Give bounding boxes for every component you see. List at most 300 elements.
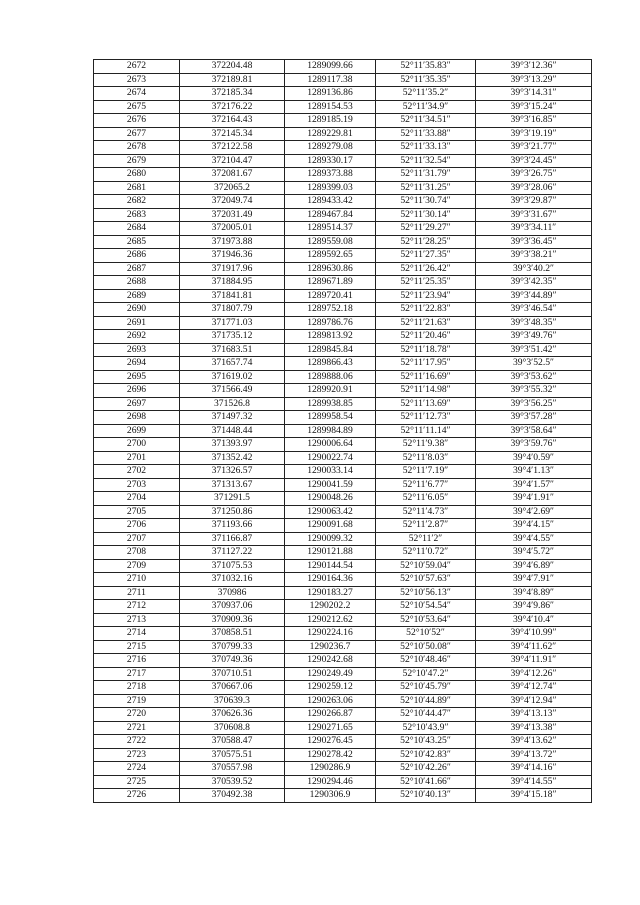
longitude-cell: 39°4′13.62″: [476, 735, 592, 749]
latitude-cell: 52°11′11.14″: [376, 424, 476, 438]
table-row: [94, 694, 592, 708]
y-coordinate-cell: 1289099.66: [285, 60, 376, 74]
x-coordinate-cell: 371917.96: [180, 262, 285, 276]
point-number-cell: 2683: [94, 208, 180, 222]
latitude-cell: 52°10′56.13″: [376, 586, 476, 600]
x-coordinate-cell: 371326.57: [180, 465, 285, 479]
table-row: [94, 667, 592, 681]
table-row: [94, 181, 592, 195]
table-row: [94, 154, 592, 168]
point-number-cell: 2688: [94, 276, 180, 290]
latitude-cell: 52°11′26.42″: [376, 262, 476, 276]
x-coordinate-cell: 371166.87: [180, 532, 285, 546]
x-coordinate-cell: 372145.34: [180, 127, 285, 141]
table-row: [94, 586, 592, 600]
table-row: [94, 262, 592, 276]
latitude-cell: 52°10′42.83″: [376, 748, 476, 762]
y-coordinate-cell: 1290294.46: [285, 775, 376, 789]
point-number-cell: 2686: [94, 249, 180, 263]
longitude-cell: 39°3′46.54″: [476, 303, 592, 317]
longitude-cell: 39°3′16.85″: [476, 114, 592, 128]
y-coordinate-cell: 1289630.86: [285, 262, 376, 276]
latitude-cell: 52°10′47.2″: [376, 667, 476, 681]
y-coordinate-cell: 1290271.65: [285, 721, 376, 735]
latitude-cell: 52°11′2.87″: [376, 519, 476, 533]
y-coordinate-cell: 1290183.27: [285, 586, 376, 600]
latitude-cell: 52°11′30.74″: [376, 195, 476, 209]
coordinate-table: [93, 59, 592, 803]
latitude-cell: 52°11′31.79″: [376, 168, 476, 182]
longitude-cell: 39°3′19.19″: [476, 127, 592, 141]
x-coordinate-cell: 370557.98: [180, 762, 285, 776]
y-coordinate-cell: 1289958.54: [285, 411, 376, 425]
point-number-cell: 2681: [94, 181, 180, 195]
latitude-cell: 52°11′9.38″: [376, 438, 476, 452]
x-coordinate-cell: 371566.49: [180, 384, 285, 398]
x-coordinate-cell: 371526.8: [180, 397, 285, 411]
y-coordinate-cell: 1290033.14: [285, 465, 376, 479]
latitude-cell: 52°10′48.46″: [376, 654, 476, 668]
x-coordinate-cell: 370588.47: [180, 735, 285, 749]
latitude-cell: 52°11′31.25″: [376, 181, 476, 195]
x-coordinate-cell: 370937.06: [180, 600, 285, 614]
x-coordinate-cell: 371448.44: [180, 424, 285, 438]
point-number-cell: 2726: [94, 789, 180, 803]
x-coordinate-cell: 371352.42: [180, 451, 285, 465]
x-coordinate-cell: 372031.49: [180, 208, 285, 222]
longitude-cell: 39°4′12.74″: [476, 681, 592, 695]
latitude-cell: 52°11′8.03″: [376, 451, 476, 465]
table-row: [94, 100, 592, 114]
longitude-cell: 39°3′12.36″: [476, 60, 592, 74]
latitude-cell: 52°11′35.2″: [376, 87, 476, 101]
longitude-cell: 39°3′34.11″: [476, 222, 592, 236]
table-row: [94, 208, 592, 222]
x-coordinate-cell: 371032.16: [180, 573, 285, 587]
latitude-cell: 52°11′16.69″: [376, 370, 476, 384]
latitude-cell: 52°10′53.64″: [376, 613, 476, 627]
latitude-cell: 52°11′33.13″: [376, 141, 476, 155]
table-row: [94, 762, 592, 776]
table-body: [94, 60, 592, 803]
y-coordinate-cell: 1289845.84: [285, 343, 376, 357]
y-coordinate-cell: 1290048.26: [285, 492, 376, 506]
point-number-cell: 2723: [94, 748, 180, 762]
latitude-cell: 52°10′41.66″: [376, 775, 476, 789]
point-number-cell: 2701: [94, 451, 180, 465]
y-coordinate-cell: 1290041.59: [285, 478, 376, 492]
x-coordinate-cell: 372049.74: [180, 195, 285, 209]
table-row: [94, 303, 592, 317]
latitude-cell: 52°11′18.78″: [376, 343, 476, 357]
y-coordinate-cell: 1290224.16: [285, 627, 376, 641]
y-coordinate-cell: 1289866.43: [285, 357, 376, 371]
point-number-cell: 2702: [94, 465, 180, 479]
latitude-cell: 52°11′25.35″: [376, 276, 476, 290]
x-coordinate-cell: 371973.88: [180, 235, 285, 249]
table-row: [94, 640, 592, 654]
table-row: [94, 573, 592, 587]
y-coordinate-cell: 1290202.2: [285, 600, 376, 614]
y-coordinate-cell: 1290278.42: [285, 748, 376, 762]
x-coordinate-cell: 371127.22: [180, 546, 285, 560]
y-coordinate-cell: 1289229.81: [285, 127, 376, 141]
latitude-cell: 52°10′52″: [376, 627, 476, 641]
point-number-cell: 2722: [94, 735, 180, 749]
point-number-cell: 2724: [94, 762, 180, 776]
table-row: [94, 357, 592, 371]
y-coordinate-cell: 1290022.74: [285, 451, 376, 465]
latitude-cell: 52°11′27.35″: [376, 249, 476, 263]
table-row: [94, 438, 592, 452]
longitude-cell: 39°4′14.55″: [476, 775, 592, 789]
latitude-cell: 52°11′17.95″: [376, 357, 476, 371]
y-coordinate-cell: 1290236.7: [285, 640, 376, 654]
longitude-cell: 39°4′5.72″: [476, 546, 592, 560]
x-coordinate-cell: 370667.06: [180, 681, 285, 695]
point-number-cell: 2685: [94, 235, 180, 249]
point-number-cell: 2679: [94, 154, 180, 168]
y-coordinate-cell: 1289433.42: [285, 195, 376, 209]
x-coordinate-cell: 371807.79: [180, 303, 285, 317]
longitude-cell: 39°3′42.35″: [476, 276, 592, 290]
longitude-cell: 39°4′1.91″: [476, 492, 592, 506]
table-row: [94, 465, 592, 479]
y-coordinate-cell: 1290249.49: [285, 667, 376, 681]
latitude-cell: 52°10′54.54″: [376, 600, 476, 614]
x-coordinate-cell: 372104.47: [180, 154, 285, 168]
longitude-cell: 39°4′2.69″: [476, 505, 592, 519]
table-row: [94, 735, 592, 749]
table-row: [94, 721, 592, 735]
y-coordinate-cell: 1289984.89: [285, 424, 376, 438]
latitude-cell: 52°11′0.72″: [376, 546, 476, 560]
point-number-cell: 2697: [94, 397, 180, 411]
latitude-cell: 52°11′21.63″: [376, 316, 476, 330]
point-number-cell: 2699: [94, 424, 180, 438]
x-coordinate-cell: 370909.36: [180, 613, 285, 627]
longitude-cell: 39°4′1.13″: [476, 465, 592, 479]
longitude-cell: 39°4′8.89″: [476, 586, 592, 600]
y-coordinate-cell: 1290259.12: [285, 681, 376, 695]
latitude-cell: 52°10′57.63″: [376, 573, 476, 587]
y-coordinate-cell: 1290099.32: [285, 532, 376, 546]
table-row: [94, 249, 592, 263]
table-row: [94, 789, 592, 803]
x-coordinate-cell: 370749.36: [180, 654, 285, 668]
latitude-cell: 52°10′40.13″: [376, 789, 476, 803]
longitude-cell: 39°3′28.06″: [476, 181, 592, 195]
x-coordinate-cell: 372204.48: [180, 60, 285, 74]
table-row: [94, 546, 592, 560]
y-coordinate-cell: 1290263.06: [285, 694, 376, 708]
point-number-cell: 2720: [94, 708, 180, 722]
longitude-cell: 39°4′12.26″: [476, 667, 592, 681]
x-coordinate-cell: 371393.97: [180, 438, 285, 452]
point-number-cell: 2718: [94, 681, 180, 695]
table-row: [94, 370, 592, 384]
table-row: [94, 532, 592, 546]
latitude-cell: 52°11′20.46″: [376, 330, 476, 344]
point-number-cell: 2704: [94, 492, 180, 506]
point-number-cell: 2674: [94, 87, 180, 101]
longitude-cell: 39°3′24.45″: [476, 154, 592, 168]
y-coordinate-cell: 1289136.86: [285, 87, 376, 101]
y-coordinate-cell: 1289559.08: [285, 235, 376, 249]
x-coordinate-cell: 372189.81: [180, 73, 285, 87]
y-coordinate-cell: 1290121.88: [285, 546, 376, 560]
latitude-cell: 52°11′35.35″: [376, 73, 476, 87]
table-row: [94, 559, 592, 573]
longitude-cell: 39°3′58.64″: [476, 424, 592, 438]
x-coordinate-cell: 372185.34: [180, 87, 285, 101]
point-number-cell: 2705: [94, 505, 180, 519]
longitude-cell: 39°4′4.55″: [476, 532, 592, 546]
y-coordinate-cell: 1290063.42: [285, 505, 376, 519]
point-number-cell: 2682: [94, 195, 180, 209]
point-number-cell: 2703: [94, 478, 180, 492]
y-coordinate-cell: 1289592.65: [285, 249, 376, 263]
point-number-cell: 2690: [94, 303, 180, 317]
y-coordinate-cell: 1289938.85: [285, 397, 376, 411]
x-coordinate-cell: 370539.52: [180, 775, 285, 789]
y-coordinate-cell: 1289399.03: [285, 181, 376, 195]
table-row: [94, 195, 592, 209]
x-coordinate-cell: 370608.8: [180, 721, 285, 735]
table-row: [94, 222, 592, 236]
latitude-cell: 52°11′29.27″: [376, 222, 476, 236]
point-number-cell: 2721: [94, 721, 180, 735]
longitude-cell: 39°3′49.76″: [476, 330, 592, 344]
x-coordinate-cell: 370575.51: [180, 748, 285, 762]
longitude-cell: 39°4′14.16″: [476, 762, 592, 776]
longitude-cell: 39°4′1.57″: [476, 478, 592, 492]
point-number-cell: 2714: [94, 627, 180, 641]
x-coordinate-cell: 371884.95: [180, 276, 285, 290]
y-coordinate-cell: 1289330.17: [285, 154, 376, 168]
longitude-cell: 39°3′31.67″: [476, 208, 592, 222]
point-number-cell: 2712: [94, 600, 180, 614]
y-coordinate-cell: 1289720.41: [285, 289, 376, 303]
latitude-cell: 52°11′2″: [376, 532, 476, 546]
x-coordinate-cell: 372081.67: [180, 168, 285, 182]
y-coordinate-cell: 1290266.87: [285, 708, 376, 722]
longitude-cell: 39°4′7.91″: [476, 573, 592, 587]
longitude-cell: 39°4′12.94″: [476, 694, 592, 708]
point-number-cell: 2725: [94, 775, 180, 789]
table-row: [94, 87, 592, 101]
latitude-cell: 52°11′23.94″: [376, 289, 476, 303]
point-number-cell: 2680: [94, 168, 180, 182]
y-coordinate-cell: 1289813.92: [285, 330, 376, 344]
y-coordinate-cell: 1289467.84: [285, 208, 376, 222]
x-coordinate-cell: 371771.03: [180, 316, 285, 330]
latitude-cell: 52°11′34.9″: [376, 100, 476, 114]
longitude-cell: 39°3′14.31″: [476, 87, 592, 101]
longitude-cell: 39°4′6.89″: [476, 559, 592, 573]
x-coordinate-cell: 371193.66: [180, 519, 285, 533]
table-row: [94, 519, 592, 533]
point-number-cell: 2698: [94, 411, 180, 425]
longitude-cell: 39°3′13.29″: [476, 73, 592, 87]
y-coordinate-cell: 1290212.62: [285, 613, 376, 627]
latitude-cell: 52°10′43.9″: [376, 721, 476, 735]
latitude-cell: 52°11′13.69″: [376, 397, 476, 411]
table-row: [94, 289, 592, 303]
x-coordinate-cell: 370986: [180, 586, 285, 600]
y-coordinate-cell: 1290242.68: [285, 654, 376, 668]
table-row: [94, 316, 592, 330]
longitude-cell: 39°3′52.5″: [476, 357, 592, 371]
table-row: [94, 424, 592, 438]
point-number-cell: 2675: [94, 100, 180, 114]
x-coordinate-cell: 371250.86: [180, 505, 285, 519]
x-coordinate-cell: 371619.02: [180, 370, 285, 384]
longitude-cell: 39°4′10.99″: [476, 627, 592, 641]
x-coordinate-cell: 370858.51: [180, 627, 285, 641]
latitude-cell: 52°10′59.04″: [376, 559, 476, 573]
table-row: [94, 748, 592, 762]
x-coordinate-cell: 372065.2: [180, 181, 285, 195]
table-row: [94, 168, 592, 182]
table-row: [94, 343, 592, 357]
longitude-cell: 39°3′55.32″: [476, 384, 592, 398]
x-coordinate-cell: 371497.32: [180, 411, 285, 425]
x-coordinate-cell: 372176.22: [180, 100, 285, 114]
point-number-cell: 2672: [94, 60, 180, 74]
longitude-cell: 39°3′57.28″: [476, 411, 592, 425]
y-coordinate-cell: 1290164.36: [285, 573, 376, 587]
y-coordinate-cell: 1290144.54: [285, 559, 376, 573]
point-number-cell: 2710: [94, 573, 180, 587]
x-coordinate-cell: 370626.36: [180, 708, 285, 722]
latitude-cell: 52°11′14.98″: [376, 384, 476, 398]
table-row: [94, 681, 592, 695]
x-coordinate-cell: 371683.51: [180, 343, 285, 357]
y-coordinate-cell: 1290276.45: [285, 735, 376, 749]
table-row: [94, 708, 592, 722]
point-number-cell: 2709: [94, 559, 180, 573]
y-coordinate-cell: 1289920.91: [285, 384, 376, 398]
point-number-cell: 2692: [94, 330, 180, 344]
point-number-cell: 2676: [94, 114, 180, 128]
y-coordinate-cell: 1289752.18: [285, 303, 376, 317]
longitude-cell: 39°3′21.77″: [476, 141, 592, 155]
longitude-cell: 39°3′44.89″: [476, 289, 592, 303]
longitude-cell: 39°3′29.87″: [476, 195, 592, 209]
longitude-cell: 39°3′40.2″: [476, 262, 592, 276]
latitude-cell: 52°11′12.73″: [376, 411, 476, 425]
latitude-cell: 52°11′34.51″: [376, 114, 476, 128]
table-row: [94, 114, 592, 128]
latitude-cell: 52°11′6.77″: [376, 478, 476, 492]
longitude-cell: 39°4′11.91″: [476, 654, 592, 668]
table-row: [94, 127, 592, 141]
latitude-cell: 52°10′44.89″: [376, 694, 476, 708]
y-coordinate-cell: 1290306.9: [285, 789, 376, 803]
y-coordinate-cell: 1289279.08: [285, 141, 376, 155]
y-coordinate-cell: 1289373.88: [285, 168, 376, 182]
x-coordinate-cell: 370492.38: [180, 789, 285, 803]
y-coordinate-cell: 1289671.89: [285, 276, 376, 290]
point-number-cell: 2694: [94, 357, 180, 371]
point-number-cell: 2684: [94, 222, 180, 236]
point-number-cell: 2713: [94, 613, 180, 627]
x-coordinate-cell: 371313.67: [180, 478, 285, 492]
longitude-cell: 39°3′36.45″: [476, 235, 592, 249]
table-row: [94, 60, 592, 74]
longitude-cell: 39°3′15.24″: [476, 100, 592, 114]
point-number-cell: 2719: [94, 694, 180, 708]
y-coordinate-cell: 1290286.9: [285, 762, 376, 776]
latitude-cell: 52°11′32.54″: [376, 154, 476, 168]
table-row: [94, 235, 592, 249]
x-coordinate-cell: 371946.36: [180, 249, 285, 263]
point-number-cell: 2695: [94, 370, 180, 384]
latitude-cell: 52°10′43.25″: [376, 735, 476, 749]
y-coordinate-cell: 1290006.64: [285, 438, 376, 452]
longitude-cell: 39°3′51.42″: [476, 343, 592, 357]
longitude-cell: 39°4′4.15″: [476, 519, 592, 533]
latitude-cell: 52°10′42.26″: [376, 762, 476, 776]
point-number-cell: 2717: [94, 667, 180, 681]
y-coordinate-cell: 1290091.68: [285, 519, 376, 533]
table-row: [94, 384, 592, 398]
latitude-cell: 52°10′50.08″: [376, 640, 476, 654]
x-coordinate-cell: 371657.74: [180, 357, 285, 371]
point-number-cell: 2687: [94, 262, 180, 276]
table-row: [94, 654, 592, 668]
point-number-cell: 2711: [94, 586, 180, 600]
latitude-cell: 52°11′35.83″: [376, 60, 476, 74]
table-row: [94, 141, 592, 155]
latitude-cell: 52°11′30.14″: [376, 208, 476, 222]
x-coordinate-cell: 371075.53: [180, 559, 285, 573]
point-number-cell: 2716: [94, 654, 180, 668]
longitude-cell: 39°4′10.4″: [476, 613, 592, 627]
x-coordinate-cell: 371841.81: [180, 289, 285, 303]
longitude-cell: 39°4′13.38″: [476, 721, 592, 735]
y-coordinate-cell: 1289185.19: [285, 114, 376, 128]
longitude-cell: 39°4′13.13″: [476, 708, 592, 722]
table-row: [94, 330, 592, 344]
table-row: [94, 613, 592, 627]
point-number-cell: 2700: [94, 438, 180, 452]
y-coordinate-cell: 1289154.53: [285, 100, 376, 114]
x-coordinate-cell: 372164.43: [180, 114, 285, 128]
point-number-cell: 2689: [94, 289, 180, 303]
longitude-cell: 39°4′9.86″: [476, 600, 592, 614]
latitude-cell: 52°11′6.05″: [376, 492, 476, 506]
table-row: [94, 627, 592, 641]
table-row: [94, 397, 592, 411]
point-number-cell: 2706: [94, 519, 180, 533]
point-number-cell: 2707: [94, 532, 180, 546]
y-coordinate-cell: 1289514.37: [285, 222, 376, 236]
y-coordinate-cell: 1289786.76: [285, 316, 376, 330]
point-number-cell: 2696: [94, 384, 180, 398]
latitude-cell: 52°11′28.25″: [376, 235, 476, 249]
longitude-cell: 39°4′15.18″: [476, 789, 592, 803]
x-coordinate-cell: 371735.12: [180, 330, 285, 344]
latitude-cell: 52°11′22.83″: [376, 303, 476, 317]
table-row: [94, 73, 592, 87]
table-row: [94, 451, 592, 465]
longitude-cell: 39°4′11.62″: [476, 640, 592, 654]
point-number-cell: 2677: [94, 127, 180, 141]
table-row: [94, 600, 592, 614]
point-number-cell: 2673: [94, 73, 180, 87]
